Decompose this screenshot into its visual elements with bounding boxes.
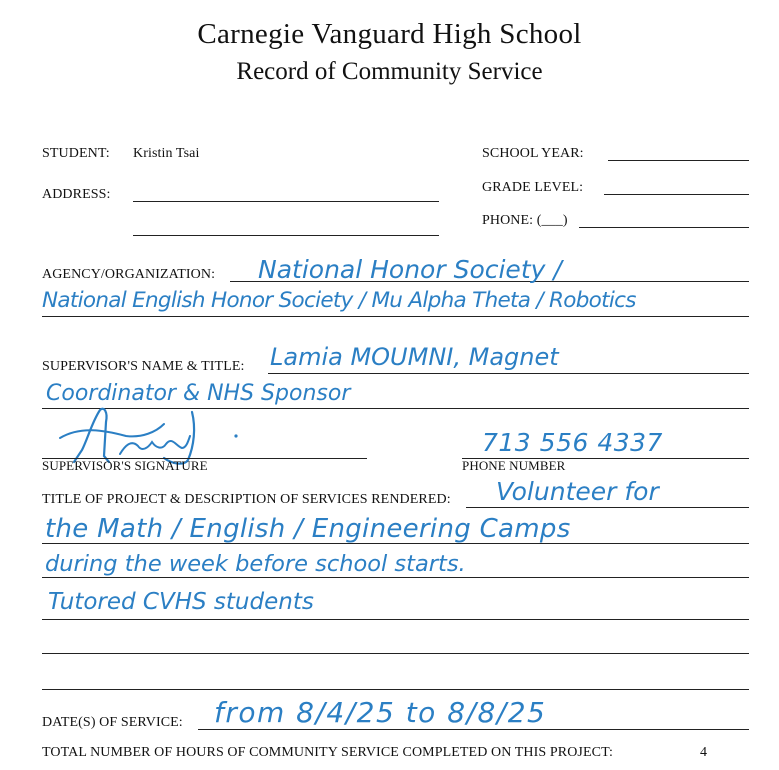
address-label: ADDRESS:	[42, 187, 111, 202]
project-line3[interactable]	[42, 577, 749, 578]
address-field-line2[interactable]	[133, 235, 439, 236]
project-value-line1: Volunteer for	[496, 477, 659, 506]
school-year-label: SCHOOL YEAR:	[482, 146, 584, 161]
phone-label: PHONE: (___)	[482, 213, 568, 228]
project-value-line4: Tutored CVHS students	[48, 589, 314, 615]
agency-value-line1: National Honor Society /	[258, 255, 562, 284]
address-field-line1[interactable]	[133, 201, 439, 202]
school-name: Carnegie Vanguard High School	[197, 18, 582, 50]
supervisor-value-line1: Lamia MOUMNI, Magnet	[270, 343, 559, 371]
phone-field[interactable]	[579, 227, 749, 228]
project-line6[interactable]	[42, 689, 749, 690]
supervisor-value-line2: Coordinator & NHS Sponsor	[46, 381, 351, 406]
school-year-field[interactable]	[608, 160, 749, 161]
phone-number-label: PHONE NUMBER	[462, 458, 566, 473]
supervisor-label: SUPERVISOR'S NAME & TITLE:	[42, 359, 245, 374]
grade-level-label: GRADE LEVEL:	[482, 180, 584, 195]
student-label: STUDENT:	[42, 146, 110, 161]
signature-label: SUPERVISOR'S SIGNATURE	[42, 458, 208, 473]
total-hours-value[interactable]: 4	[700, 745, 708, 760]
agency-label: AGENCY/ORGANIZATION:	[42, 267, 216, 282]
project-value-line3: during the week before school starts.	[45, 551, 466, 577]
agency-value-line2: National English Honor Society / Mu Alpha Theta / Robotics	[42, 288, 636, 313]
project-line4[interactable]	[42, 619, 749, 620]
dates-label: DATE(S) OF SERVICE:	[42, 715, 183, 730]
student-name[interactable]: Kristin Tsai	[133, 146, 200, 161]
project-line1[interactable]	[466, 507, 749, 508]
dates-value: from 8/4/25 to 8/8/25	[214, 696, 547, 729]
form-title: Record of Community Service	[236, 58, 543, 85]
supervisor-line1[interactable]	[268, 373, 749, 374]
agency-line2[interactable]	[42, 316, 749, 317]
dates-line[interactable]	[198, 729, 749, 730]
project-line5[interactable]	[42, 653, 749, 654]
project-value-line2: the Math / English / Engineering Camps	[45, 514, 571, 544]
total-hours-label: TOTAL NUMBER OF HOURS OF COMMUNITY SERVICE COMPLETED ON THIS PROJECT:	[42, 745, 614, 760]
phone-number-value: 713 556 4337	[482, 428, 663, 457]
grade-level-field[interactable]	[604, 194, 749, 195]
project-label: TITLE OF PROJECT & DESCRIPTION OF SERVICES RENDERED:	[42, 492, 451, 507]
